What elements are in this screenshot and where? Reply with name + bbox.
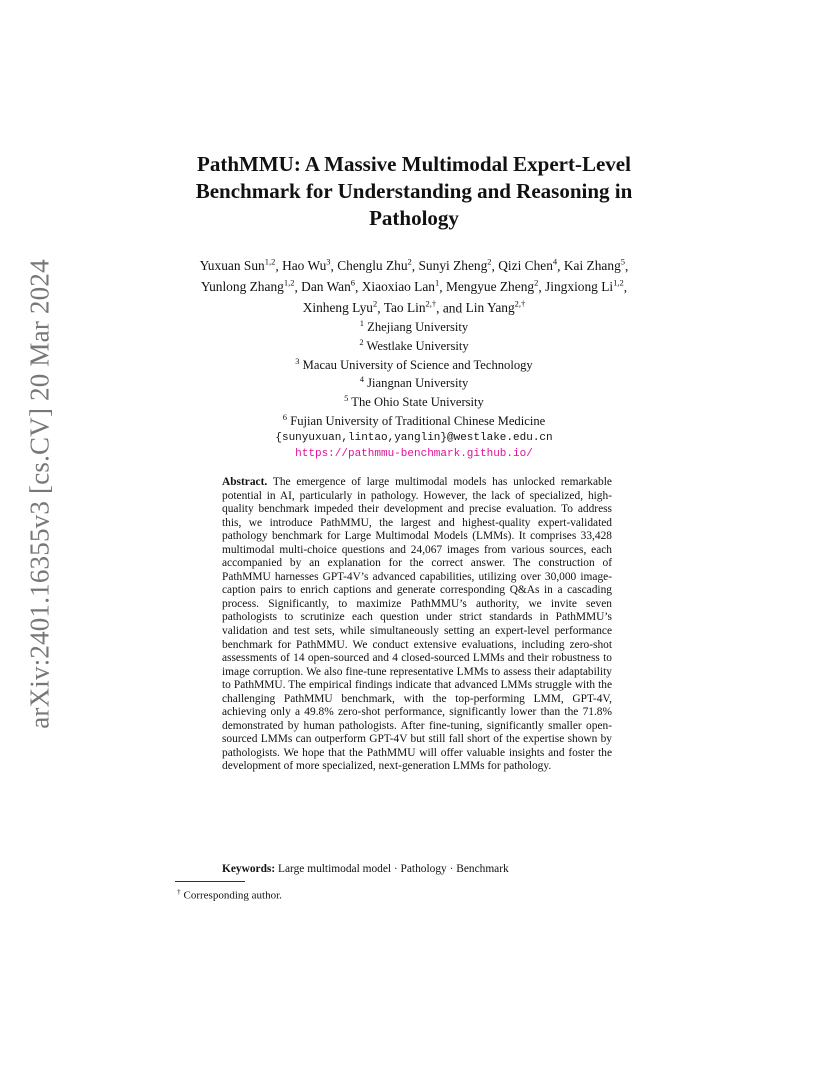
footnote-text: Corresponding author.: [183, 889, 282, 902]
author: [337, 258, 412, 273]
arxiv-identifier: [18, 259, 62, 729]
affiliation: [150, 335, 678, 354]
author: [303, 300, 378, 315]
author-name: Lin Yang: [465, 300, 515, 316]
author-affiliation-mark: 2: [373, 298, 378, 309]
author-affiliation-mark: 2: [407, 257, 412, 267]
affiliation-name: Fujian University of Traditional Chinese Medicine: [290, 414, 546, 429]
author-name: Kai Zhang: [563, 258, 621, 274]
author-name: Chenglu Zhu: [337, 258, 408, 274]
author-affiliation-mark: 1,2: [613, 277, 624, 288]
author-list: Yuxuan Sun$^{1,2}$, Hao Wu$^3$, Chenglu Zhu$^2$, Sunyi Zheng$^2$, Qizi Chen$^4$, Kai Zhang$^5$, Yunlong Zhang$^{1,2}$, Dan Wan$^6$, Xiaoxiao Lan$^1$, Mengyue Zheng$^2$, Jingxiong Li$^{1,2}$, Xinheng Lyu$^2$, Tao Lin$^{2,\dagger}$, and Lin Yang$^{2,\dagger}$: [199, 257, 629, 316]
author: [545, 279, 624, 294]
author-name: Yunlong Zhang: [200, 279, 284, 295]
author-name: Qizi Chen: [498, 258, 553, 274]
author-affiliation-mark: 2: [534, 277, 539, 288]
arxiv-identifier-text: arXiv:2401.16355v3 [cs.CV] 20 Mar 2024: [24, 259, 55, 729]
affiliation-number: 1: [359, 318, 364, 328]
author-name: Mengyue Zheng: [445, 279, 535, 295]
footnote-mark: †: [177, 887, 181, 896]
affiliation-number: 5: [344, 393, 349, 404]
author-affiliation-mark: 3: [326, 257, 331, 267]
author: [564, 258, 625, 273]
affiliation-name: Macau University of Science and Technology: [302, 357, 533, 372]
keywords: [222, 862, 642, 876]
keywords-text: Large multimodal model · Pathology · Benchmark: [278, 863, 509, 875]
footnote-rule: [175, 881, 245, 882]
affiliation-number: 6: [282, 411, 288, 422]
author: [282, 258, 330, 273]
abstract-text: The emergence of large multimodal models has unlocked remarkable potential in AI, particularly in pathology. However, the lack of specialized, high-quality benchmark impeded their development and precise evaluation. To address this, we introduce PathMMU, the largest and highest-quality expert-validated pathology benchmark for Large Multimodal Models (LMMs). It comprises 33,428 multimodal multi-choice questions and 24,067 images from various sources, each accompanied by an explanation for the correct answer. The construction of PathMMU harnesses GPT-4V’s advanced capabilities, utilizing over 30,000 image-caption pairs to enrich captions and generate corresponding Q&As in a cascading process. Significantly, to maximize PathMMU’s authority, we invite seven pathologists to scrutinize each question under strict standards in PathMMU’s validation and test sets, while simultaneously setting an expert-level performance benchmark for PathMMU. We conduct extensive evaluations, including zero-shot assessments of 14 open-sourced and 4 closed-sourced LMMs and their robustness to image corruption. We also fine-tune representative LMMs to assess their adaptability to PathMMU. The empirical findings indicate that advanced LMMs struggle with the challenging PathMMU benchmark, with the top-performing LMM, GPT-4V, achieving only a 49.8% zero-shot performance, significantly lower than the 71.8% demonstrated by human pathologists. After fine-tuning, significantly smaller open-sourced LMMs can outperform GPT-4V but still fall short of the expertise shown by pathologists. We hope that the PathMMU will offer valuable insights and foster the development of more specialized, next-generation LMMs for pathology.: [222, 476, 612, 773]
author: [362, 279, 440, 294]
affiliation-name: Zhejiang University: [367, 320, 469, 335]
affiliation-number: 3: [295, 355, 300, 366]
author-affiliation-mark: 1,2: [283, 277, 295, 288]
author-affiliation-mark: 2: [487, 257, 492, 267]
affiliation: [150, 316, 678, 335]
author-name: Tao Lin: [383, 300, 426, 316]
author: [418, 258, 491, 273]
author-affiliation-mark: 5: [620, 257, 626, 267]
affiliation-name: The Ohio State University: [351, 395, 484, 410]
abstract: [222, 476, 612, 774]
author: [498, 258, 557, 273]
author: [200, 258, 276, 273]
author: [446, 279, 538, 294]
affiliation: [150, 354, 678, 373]
author-affiliation-mark: 2,†: [514, 298, 526, 309]
project-url-link[interactable]: https://pathmmu-benchmark.github.io/: [295, 448, 533, 461]
author-name: Sunyi Zheng: [418, 258, 488, 274]
keywords-label: Keywords:: [222, 863, 276, 875]
author: [384, 300, 436, 315]
affiliation-number: 2: [359, 336, 364, 347]
author-affiliation-mark: 6: [350, 277, 356, 288]
author: [201, 279, 295, 294]
author: [466, 300, 526, 315]
author-name: Jingxiong Li: [545, 279, 614, 295]
author-affiliation-mark: 1,2: [264, 257, 276, 267]
affiliation-name: Westlake University: [366, 338, 469, 353]
affiliations: [150, 316, 678, 462]
author-affiliation-mark: 4: [552, 257, 558, 267]
affiliation: [150, 410, 678, 429]
author-affiliation-mark: 1: [435, 277, 440, 288]
footnote: [177, 885, 282, 903]
affiliation: [150, 391, 678, 410]
affiliation-number: 4: [359, 374, 364, 385]
author-name: Xiaoxiao Lan: [361, 279, 435, 295]
author-name: Xinheng Lyu: [302, 300, 373, 316]
author-name: Dan Wan: [301, 279, 351, 295]
contact-email[interactable]: {sunyuxuan,lintao,yanglin}@westlake.edu.cn: [275, 431, 553, 444]
paper-title: PathMMU: A Massive Multimodal Expert-Level Benchmark for Understanding and Reasoning in Pathology: [195, 152, 633, 230]
author: [301, 279, 355, 294]
affiliation-name: Jiangnan University: [367, 376, 469, 391]
affiliation: [150, 372, 678, 391]
author-affiliation-mark: 2,†: [425, 298, 437, 309]
author-name: Hao Wu: [282, 258, 327, 274]
author-name: Yuxuan Sun: [199, 258, 265, 274]
abstract-label: Abstract.: [222, 476, 268, 488]
